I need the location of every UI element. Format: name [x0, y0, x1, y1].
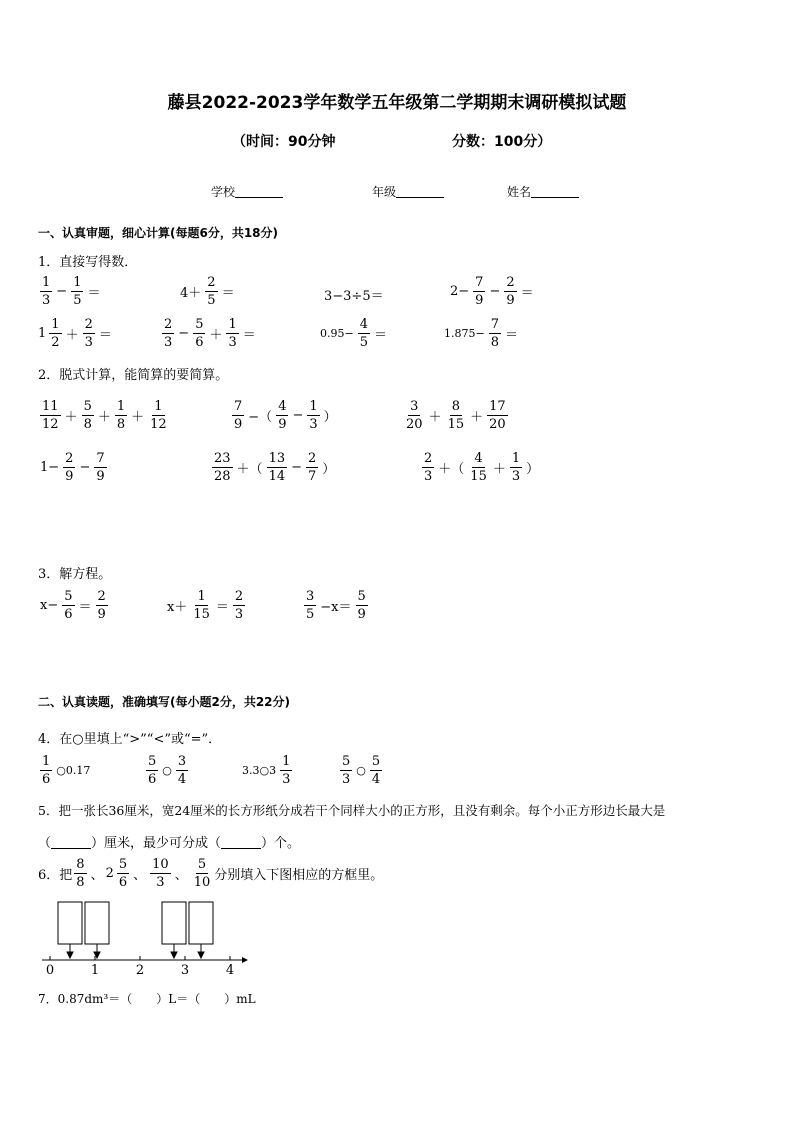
question-6: 6．把 $\frac{8}{8}$ 、 2 $\frac{5}{6}$ 、 $\frac{10}{3}$ 、 $\frac{5}{10}$ 分别填入下图相应的方框里。 — [38, 857, 384, 890]
question-1: 1．直接写得数． — [38, 255, 138, 270]
pointer-arrows — [67, 944, 204, 958]
q4-compare-4-text: ○ — [356, 764, 366, 777]
school-label: 学校 — [211, 185, 236, 199]
question-4: 4．在○里填上“>”“<”或“=”． — [38, 732, 222, 747]
school-field[interactable] — [211, 183, 283, 200]
q4-compare-4[interactable]: $\frac{5}{3}$ ○ $\frac{5}{4}$ — [342, 754, 381, 787]
q2-expr-4: 1− $\frac{2}{9}$ − $\frac{7}{9}$ — [40, 451, 105, 484]
axis-ticks — [50, 956, 230, 960]
q6-prefix: 6．把 — [38, 868, 73, 883]
section-2-heading: 二、认真读题，准确填写(每小题2分，共22分) — [38, 695, 291, 709]
q6-suffix: 分别填入下图相应的方框里。 — [214, 868, 384, 883]
question-3: 3．解方程。 — [38, 567, 112, 582]
question-7: 7．0.87dm³＝（ ）L＝（ ）mL — [38, 992, 256, 1006]
page-title: 藤县2022-2023学年数学五年级第二学期期末调研模拟试题 — [167, 93, 627, 113]
axis-label-2: 2 — [135, 963, 145, 978]
name-field[interactable] — [507, 183, 579, 200]
answer-box-2[interactable] — [85, 902, 109, 944]
axis-arrow-icon — [242, 957, 248, 963]
q2-expr-2: $\frac{7}{9}$ −（ $\frac{4}{9}$ − $\frac{1}{3}$ ） — [234, 399, 337, 432]
q4-compare-1[interactable]: $\frac{1}{6}$ ○0.17 — [42, 754, 91, 787]
grade-label: 年级 — [372, 185, 397, 199]
q2-expr-1: $\frac{11}{12}$ ＋ $\frac{5}{8}$ ＋ $\frac{1}{8}$ ＋ $\frac{1}{12}$ — [42, 399, 167, 432]
q6-sep-3: 、 — [174, 868, 188, 883]
q1-expr-2: 4＋ $\frac{2}{5}$ ＝ — [180, 275, 235, 308]
q4-compare-3[interactable]: 3.3○3 $\frac{1}{3}$ — [242, 754, 291, 787]
answer-box-4[interactable] — [189, 902, 213, 944]
q1-expr-7: 0.95− $\frac{4}{5}$ ＝ — [320, 317, 388, 350]
grade-field[interactable] — [372, 183, 444, 200]
q1-expr-4: 2− $\frac{7}{9}$ − $\frac{2}{9}$ ＝ — [450, 275, 534, 308]
q3-eq-2: x＋ $\frac{1}{15}$ ＝ $\frac{2}{3}$ — [167, 589, 244, 622]
q1-expr-1: $\frac{1}{3}$ − $\frac{1}{5}$ ＝ — [42, 275, 101, 308]
q3-eq-3: $\frac{3}{5}$ −x＝ $\frac{5}{9}$ — [306, 589, 366, 622]
name-label: 姓名 — [507, 185, 532, 199]
question-5-blanks[interactable] — [38, 832, 300, 851]
axis-label-1: 1 — [90, 963, 100, 978]
axis-label-4: 4 — [225, 963, 235, 978]
q1-expr-6: $\frac{2}{3}$ − $\frac{5}{6}$ ＋ $\frac{1}{3}$ ＝ — [164, 317, 256, 350]
axis-label-3: 3 — [180, 963, 190, 978]
q3-eq-1: x− $\frac{5}{6}$ ＝ $\frac{2}{9}$ — [40, 589, 106, 622]
q1-expr-5: 1 $\frac{1}{2}$ ＋ $\frac{2}{3}$ ＝ — [38, 317, 112, 350]
axis-label-0: 0 — [45, 963, 55, 978]
question-5: 5．把一张长36厘米，宽24厘米的长方形纸分成若干个同样大小的正方形，且没有剩余。每个小正方形边长最大是 — [38, 803, 666, 818]
q1-expr-3: 3−3÷5＝ — [324, 289, 384, 304]
time-label: （时间：90分钟 — [232, 134, 336, 150]
q5-end-text: ）个。 — [261, 836, 301, 851]
q2-expr-3: $\frac{3}{20}$ ＋ $\frac{8}{15}$ ＋ $\frac{17}{20}$ — [406, 399, 506, 432]
answer-box-1[interactable] — [58, 902, 82, 944]
q5-middle-text: ）厘米，最少可分成（ — [91, 836, 222, 851]
q2-expr-6: $\frac{2}{3}$ ＋（ $\frac{4}{15}$ ＋ $\frac{1}{3}$ ） — [424, 451, 540, 484]
question-2: 2．脱式计算，能简算的要简算。 — [38, 368, 229, 383]
q4-compare-1-text: ○0.17 — [56, 764, 91, 777]
q4-compare-3-text: 3.3○3 — [242, 764, 277, 777]
answer-box-3[interactable] — [162, 902, 186, 944]
number-line-diagram — [38, 898, 258, 978]
q2-expr-5: $\frac{23}{28}$ ＋（ $\frac{13}{14}$ − $\frac{2}{7}$ ） — [214, 451, 336, 484]
q6-sep-2: 、 — [133, 868, 147, 883]
section-1-heading: 一、认真审题，细心计算(每题6分，共18分) — [38, 226, 279, 240]
score-label: 分数：100分） — [452, 134, 552, 150]
q1-expr-8: 1.875− $\frac{7}{8}$ ＝ — [444, 317, 519, 350]
q6-sep-1: 、 — [90, 868, 104, 883]
q5-open-paren: （ — [38, 836, 52, 851]
q4-compare-2-text: ○ — [162, 764, 172, 777]
q4-compare-2[interactable]: $\frac{5}{6}$ ○ $\frac{3}{4}$ — [148, 754, 187, 787]
